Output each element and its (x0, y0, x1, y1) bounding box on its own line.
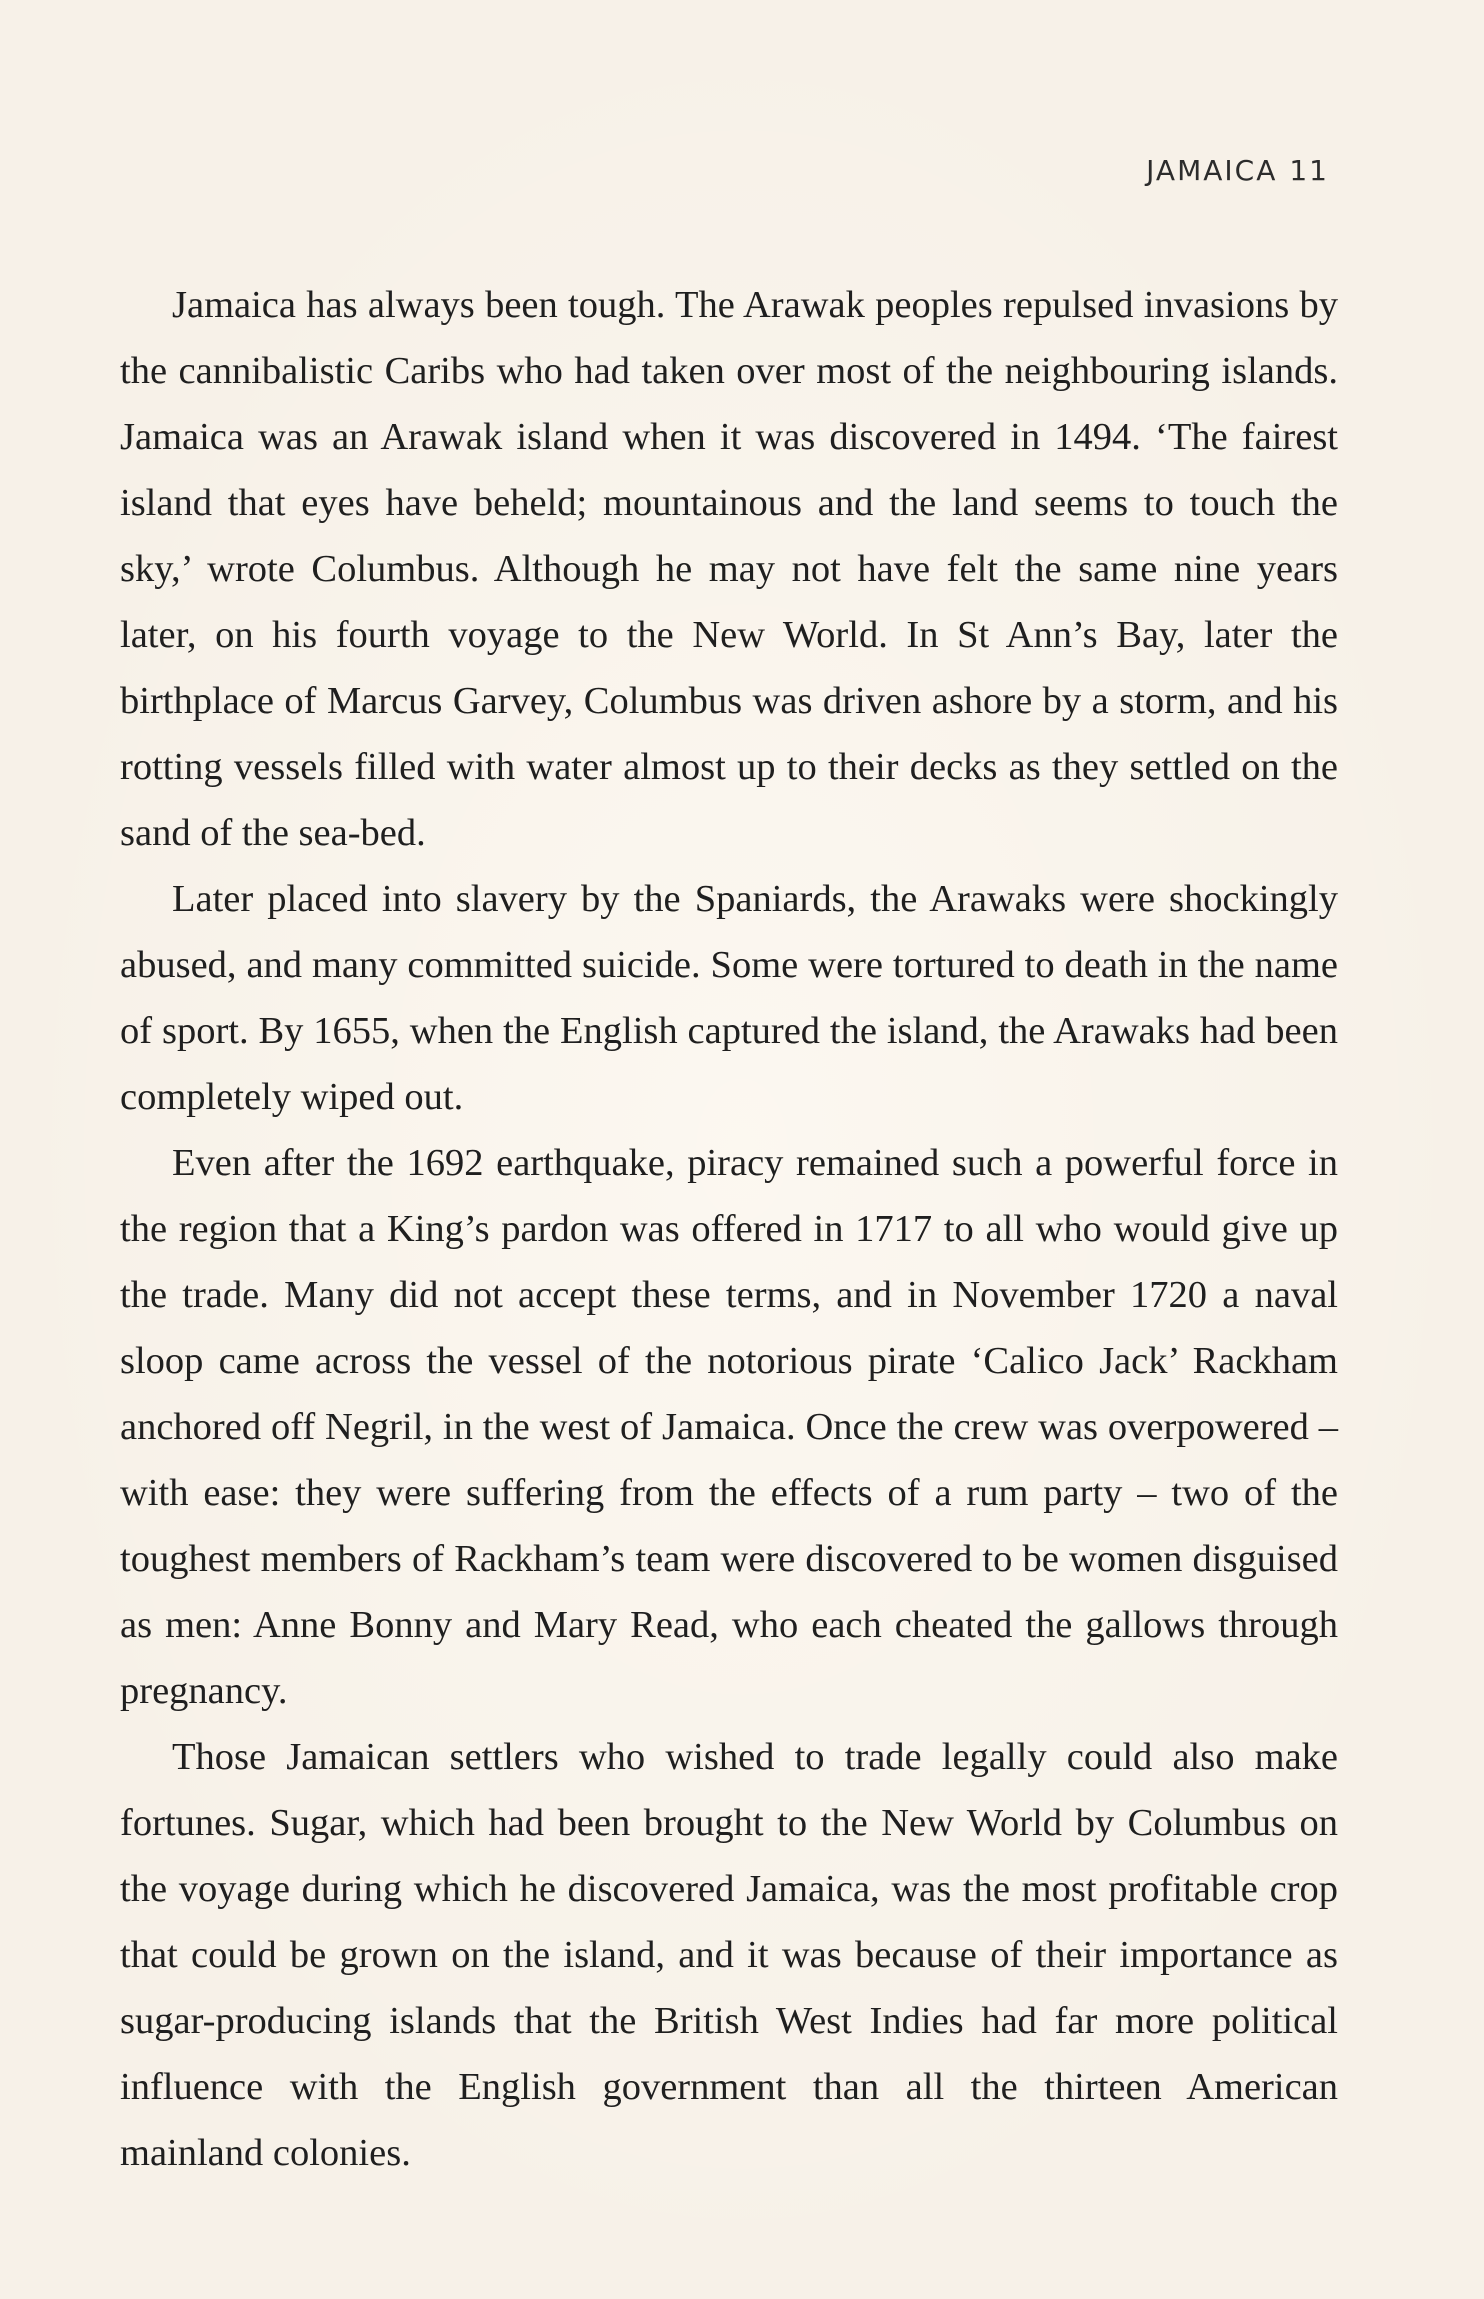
paragraph-3: Even after the 1692 earthquake, piracy remained such a powerful force in the region that a King’s pardon was offered in 1717 to all who would give up the trade. Many did not accept these terms, and in November 1720 a naval sloop came across the vessel of the notorious pirate ‘Calico Jack’ Rackham anchored off Negril, in the west of Jamaica. Once the crew was overpowered – with ease: they were suffering from the effects of a rum party – two of the toughest members of Rackham’s team were discovered to be women disguised as men: Anne Bonny and Mary Read, who each cheated the gallows through pregnancy. (120, 1142, 1338, 1712)
running-head-title: JAMAICA (1146, 154, 1278, 187)
running-head (1146, 154, 1329, 187)
page-number: 11 (1289, 154, 1329, 187)
paragraph-1: Jamaica has always been tough. The Arawak peoples repulsed invasions by the cannibalistic Caribs who had taken over most of the neighbouring islands. Jamaica was an Arawak island when it was discovered in 1494. ‘The fairest island that eyes have beheld; mountainous and the land seems to touch the sky,’ wrote Columbus. Although he may not have felt the same nine years later, on his fourth voyage to the New World. In St Ann’s Bay, later the birthplace of Marcus Garvey, Columbus was driven ashore by a storm, and his rotting vessels filled with water almost up to their decks as they settled on the sand of the sea-bed. (120, 284, 1338, 854)
paragraph-4: Those Jamaican settlers who wished to trade legally could also make fortunes. Sugar, which had been brought to the New World by Columbus on the voyage during which he discovered Jamaica, was the most profitable crop that could be grown on the island, and it was because of their importance as sugar-producing islands that the British West Indies had far more political influence with the English government than all the thirteen American mainland colonies. (120, 1736, 1338, 2174)
paragraph-2: Later placed into slavery by the Spaniards, the Arawaks were shockingly abused, and many committed suicide. Some were tortured to death in the name of sport. By 1655, when the English captured the island, the Arawaks had been completely wiped out. (120, 878, 1338, 1118)
body-text (120, 272, 1338, 2186)
